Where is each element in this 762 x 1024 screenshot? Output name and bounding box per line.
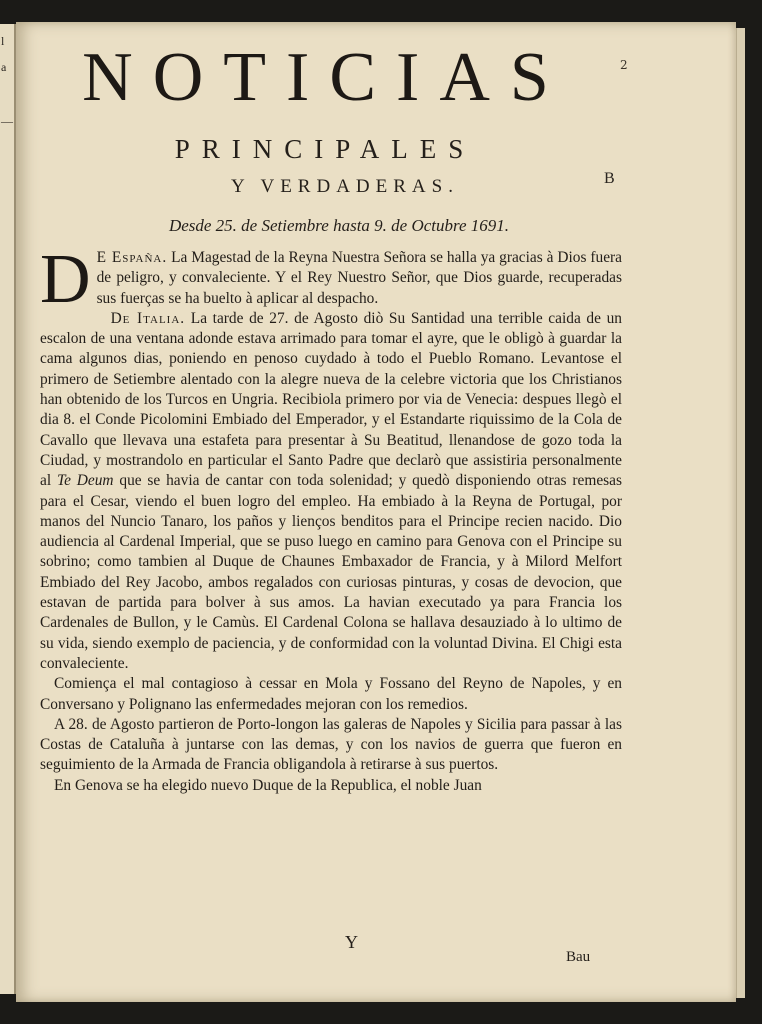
paragraph-genova: En Genova se ha elegido nuevo Duque de la Republica, el noble Juan: [54, 776, 482, 794]
italic-term: Te Deum: [56, 472, 114, 490]
masthead-subtitle-2: Y VERDADERAS.: [231, 176, 459, 197]
paragraph-text: que se havia de cantar con toda solenidad; y quedò disponiendo otras remesas para el Cesar, viendo el buen logro del empleo. Ha embiado à la Reyna de Portugal, por manos del Nuncio Tanaro, los paños y lienços benditos para el Principe recien nacido. Dio audiencia al Cardenal Imperial, que se puso luego en camino para Genova con el Principe su sobrino; como tambien al Duque de Chaunes Embaxador de Francia, y à Milord Melfort Embiado del Rey Jacobo, ambos regalados con curiosas pinturas, y cosas de devocion, que estavan de partida para bolver à sus amos. La havian executado ya para Francia los Cardenales de Bullon, y le Camùs. El Cardenal Colona se hallava desauziado à lo ultimo de su vida, siendo exemplo de paciencia, y de conformidad con la voluntad Divina. El Chigi esta convaleciente.: [40, 472, 622, 672]
paragraph-italia: [40, 309, 622, 674]
drop-cap: D: [40, 241, 91, 318]
facing-page-edge: [0, 24, 16, 994]
facing-page-fragment: a: [1, 60, 7, 74]
dateline: Desde 25. de Setiembre hasta 9. de Octubre 1691.: [168, 216, 510, 235]
masthead-subtitle: PRINCIPALES: [174, 134, 476, 164]
section-lead-italia: De Italia.: [110, 309, 186, 327]
facing-page-fragment: —: [1, 114, 13, 128]
page-stack-edge: [736, 28, 745, 998]
catchword: Bau: [566, 949, 591, 965]
section-lead-espana: E España.: [96, 249, 168, 266]
paragraph-galeras: A 28. de Agosto partieron de Porto-longon las galeras de Napoles y Sicilia para passar à las Costas de Cataluña à juntarse con las demas, y con los navios de guerra que fueron en seguimiento de la Armada de Francia obligandola à retirarse à sus puertos.: [40, 715, 622, 774]
facing-page-fragment: l: [1, 34, 5, 48]
signature-letter: Y: [345, 932, 358, 952]
article-body: [40, 241, 622, 796]
signature-mark: B: [604, 170, 615, 187]
corner-mark: 2: [620, 58, 628, 72]
paragraph-text: La Magestad de la Reyna Nuestra Señora se halla ya gracias à Dios fuera de peligro, y convaleciente. Y el Rey Nuestro Señor, que Dios guarde, recuperadas sus fuerças se ha buelto à aplicar al despacho.: [96, 249, 622, 307]
paragraph-text: La tarde de 27. de Agosto diò Su Santidad una terrible caida de un escalon de una ventana adonde estava arrimado para tomar el ayre, que le obligò à guardar la cama algunos dias, poniendo en penoso cuydado à todo el Pueblo Romano. Levantose el primero de Setiembre alentado con la alegre nueva de la celebre victoria que los Christianos han obtenido de los Turcos en Ungria. Recibiola primero por via de Venecia: despues llegò el dia 8. el Conde Picolomini Embiado del Emperador, y el Estandarte riquissimo de la Cola de Cavallo que llevava una estafeta para presentar à Su Beatitud, llenandose de gozo toda la Ciudad, y mostrandolo en particular el Santo Padre que declarò que assistiria personalmente al: [40, 309, 622, 490]
paragraph-contagio: Comiença el mal contagioso à cessar en Mola y Fossano del Reyno de Napoles, y en Conversano y Polignano las enfermedades mejoran con los remedios.: [40, 675, 622, 713]
masthead-title: NOTICIAS: [82, 39, 569, 116]
